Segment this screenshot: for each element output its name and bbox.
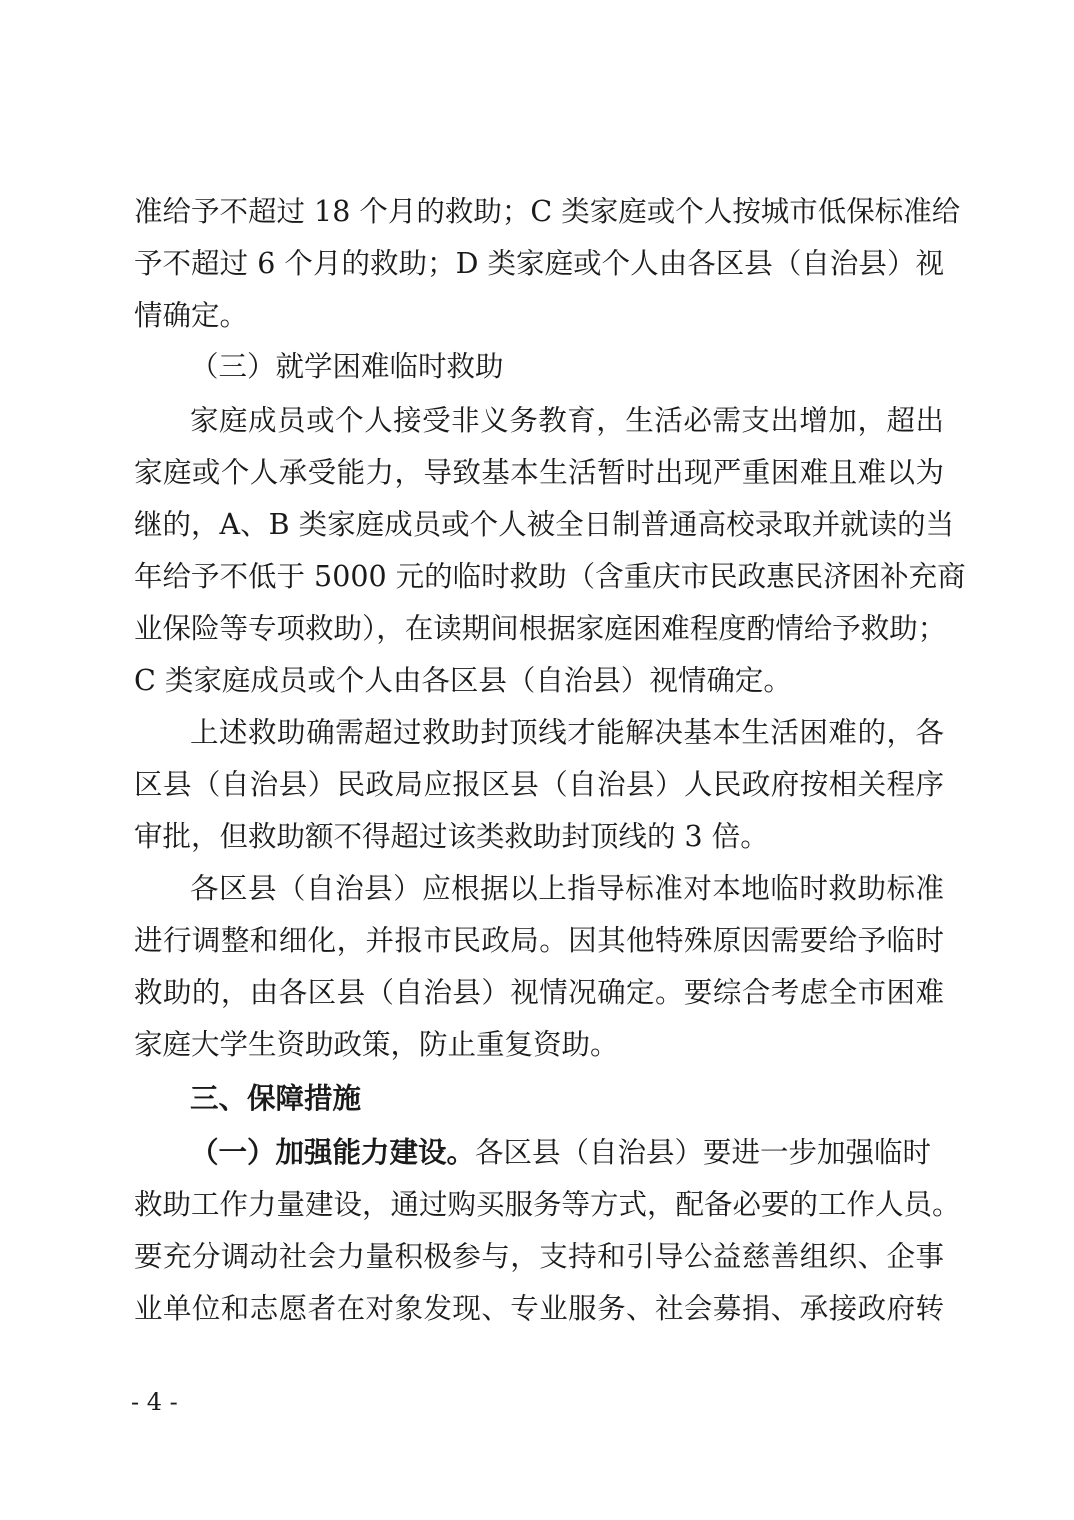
paragraph-line: 家庭大学生资助政策，防止重复资助。 [134,1028,619,1061]
paragraph-line: 继的，A、B 类家庭成员或个人被全日制普通高校录取并就读的当 [134,508,955,541]
paragraph-lead-text: 各区县（自治县）要进一步加强临时 [475,1136,932,1169]
paragraph-line: C 类家庭成员或个人由各区县（自治县）视情确定。 [134,664,792,697]
paragraph-line: 家庭成员或个人接受非义务教育，生活必需支出增加，超出 [190,404,944,437]
page-number: - 4 - [131,1388,178,1416]
paragraph-line: 审批，但救助额不得超过该类救助封顶线的 3 倍。 [134,820,769,853]
paragraph-line: 要充分调动社会力量积极参与，支持和引导公益慈善组织、企事 [134,1240,944,1273]
paragraph-line: 上述救助确需超过救助封顶线才能解决基本生活困难的，各 [190,716,944,749]
section-heading-safeguards: 三、保障措施 [190,1082,362,1115]
paragraph-line: 业单位和志愿者在对象发现、专业服务、社会募捐、承接政府转 [134,1292,944,1325]
paragraph-line: 进行调整和细化，并报市民政局。因其他特殊原因需要给予临时 [134,924,944,957]
paragraph-line: 准给予不超过 18 个月的救助；C 类家庭或个人按城市低保标准给 [134,195,961,228]
paragraph-line: 救助工作力量建设，通过购买服务等方式，配备必要的工作人员。 [134,1188,961,1221]
paragraph-first-line [190,1133,944,1173]
paragraph-lead-heading: （一）加强能力建设。 [190,1136,476,1169]
paragraph-line: 业保险等专项救助），在读期间根据家庭困难程度酌情给予救助； [134,612,947,645]
subheading-education-assistance: （三）就学困难临时救助 [190,350,504,383]
paragraph-line: 各区县（自治县）应根据以上指导标准对本地临时救助标准 [190,872,944,905]
paragraph-line: 区县（自治县）民政局应报区县（自治县）人民政府按相关程序 [134,768,944,801]
paragraph-line: 家庭或个人承受能力，导致基本生活暂时出现严重困难且难以为 [134,456,944,489]
paragraph-line: 情确定。 [134,299,249,332]
paragraph-line: 年给予不低于 5000 元的临时救助（含重庆市民政惠民济困补充商 [134,560,966,593]
paragraph-line: 予不超过 6 个月的救助；D 类家庭或个人由各区县（自治县）视 [134,247,944,280]
paragraph-line: 救助的，由各区县（自治县）视情况确定。要综合考虑全市困难 [134,976,944,1009]
